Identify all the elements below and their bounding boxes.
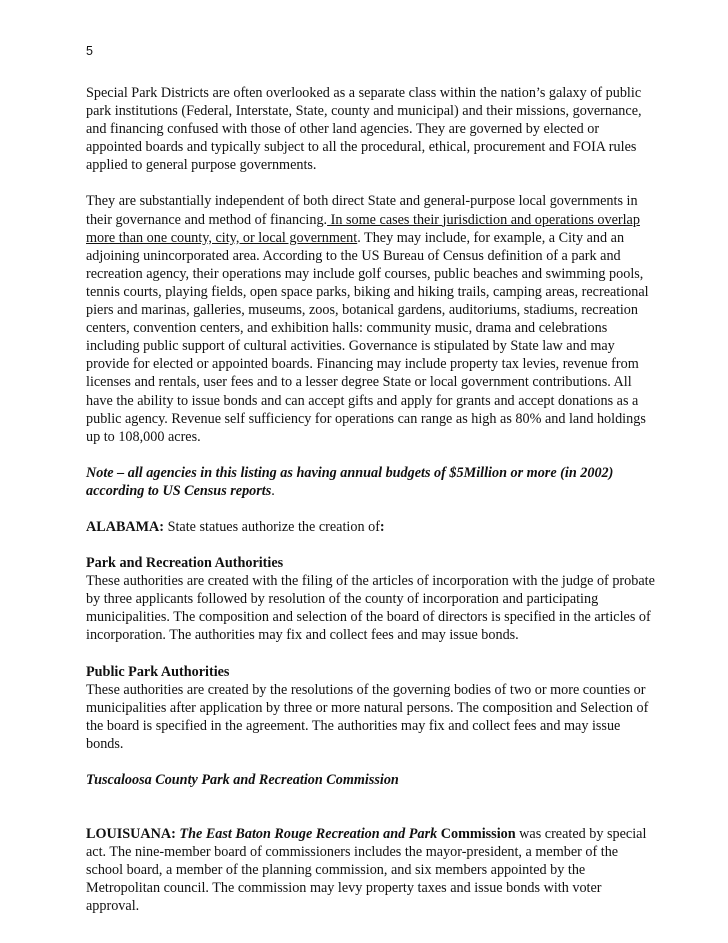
section-public-park-authorities (86, 663, 656, 753)
intro-paragraph: Special Park Districts are often overlooked as a separate class within the nation’s galaxy of public park institutions (Federal, Interstate, State, county and municipal) and their missions, governance, and financing confused with those of other land agencies. They are governed by elected or appointed boards and typically subject to all the procedural, ethical, procurement and FOIA rules applied to general purpose governments. (86, 85, 642, 174)
budget-note: Note – all agencies in this listing as having annual budgets of $5Million or more (in 2002) according to US Census reports. (86, 464, 614, 499)
overview-text-rest: . They may include, for example, a City and an adjoining unincorporated area. According to the US Bureau of Census definition of a park and recreation agency, their operations may include golf courses, public beaches and swimming pools, tennis courts, playing fields, open space parks, biking and hiking trails, camping areas, recreational piers and marinas, galleries, museums, zoos, botanical gardens, auditoriums, stadiums, recreation centers, convention centers, and exhibition halls: community music, drama and celebrations including public support of cultural activities. Governance is stipulated by State law and may provide for elected or appointed boards. Financing may include property tax levies, revenue from licenses and rentals, user fees and to a lesser degree State or local government contributions. All have the ability to issue bonds and can accept gifts and apply for grants and accept donations as a public agency. Revenue self sufficiency for operations can range as high as 80% and land holdings up to 108,000 acres. (86, 229, 649, 445)
louisiana-agency-suffix: Commission (440, 826, 516, 843)
section-title: Park and Recreation Authorities (86, 555, 284, 572)
overview-underlined-text: In some cases their jurisdiction and operations overlap more than one county, city, or local government (86, 211, 640, 246)
louisiana-paragraph (86, 825, 656, 915)
louisiana-state-label: LOUISUANA: (86, 826, 176, 843)
tuscaloosa-commission (86, 771, 656, 789)
louisiana-body: was created by special act. The nine-member board of commissioners includes the mayor-president, a member of the school board, a member of the planning commission, and six members appointed by the Metropolitan council. The commission may levy property taxes and issue bonds with voter approval. (86, 826, 647, 915)
louisiana-agency-name: The East Baton Rouge Recreation and Park (179, 826, 438, 843)
alabama-state-label: ALABAMA: (86, 518, 165, 535)
section-body: These authorities are created with the filing of the articles of incorporation with the judge of probate by three applicants followed by resolution of the county of incorporation and participating municipalities. The composition and selection of the board of directors is specified in the articles of incorporation. The authorities may fix and collect fees and may issue bonds. (86, 573, 655, 644)
overview-text-start: They are substantially independent of both direct State and general-purpose local governments in their governance and method of financing. (86, 193, 638, 228)
document-body (86, 84, 656, 934)
section-title: Public Park Authorities (86, 663, 230, 680)
page-number: 5 (86, 44, 93, 58)
alabama-heading (86, 518, 656, 536)
budget-note-text: Note – all agencies in this listing as having annual budgets of $5Million or more (in 2002) according to US Census reports (86, 464, 614, 499)
spacer (86, 807, 656, 825)
section-body: These authorities are created by the resolutions of the governing bodies of two or more counties or municipalities after application by three or more natural persons. The composition and Selection of the board is specified in the agreement. The authorities may fix and collect fees and may issue bonds. (86, 681, 649, 752)
commission-title: Tuscaloosa County Park and Recreation Commission (86, 772, 399, 788)
alabama-colon: : (379, 518, 385, 535)
alabama-intro: State statues authorize the creation of (164, 518, 380, 535)
overview-paragraph (86, 192, 656, 445)
section-park-recreation-authorities (86, 554, 656, 644)
